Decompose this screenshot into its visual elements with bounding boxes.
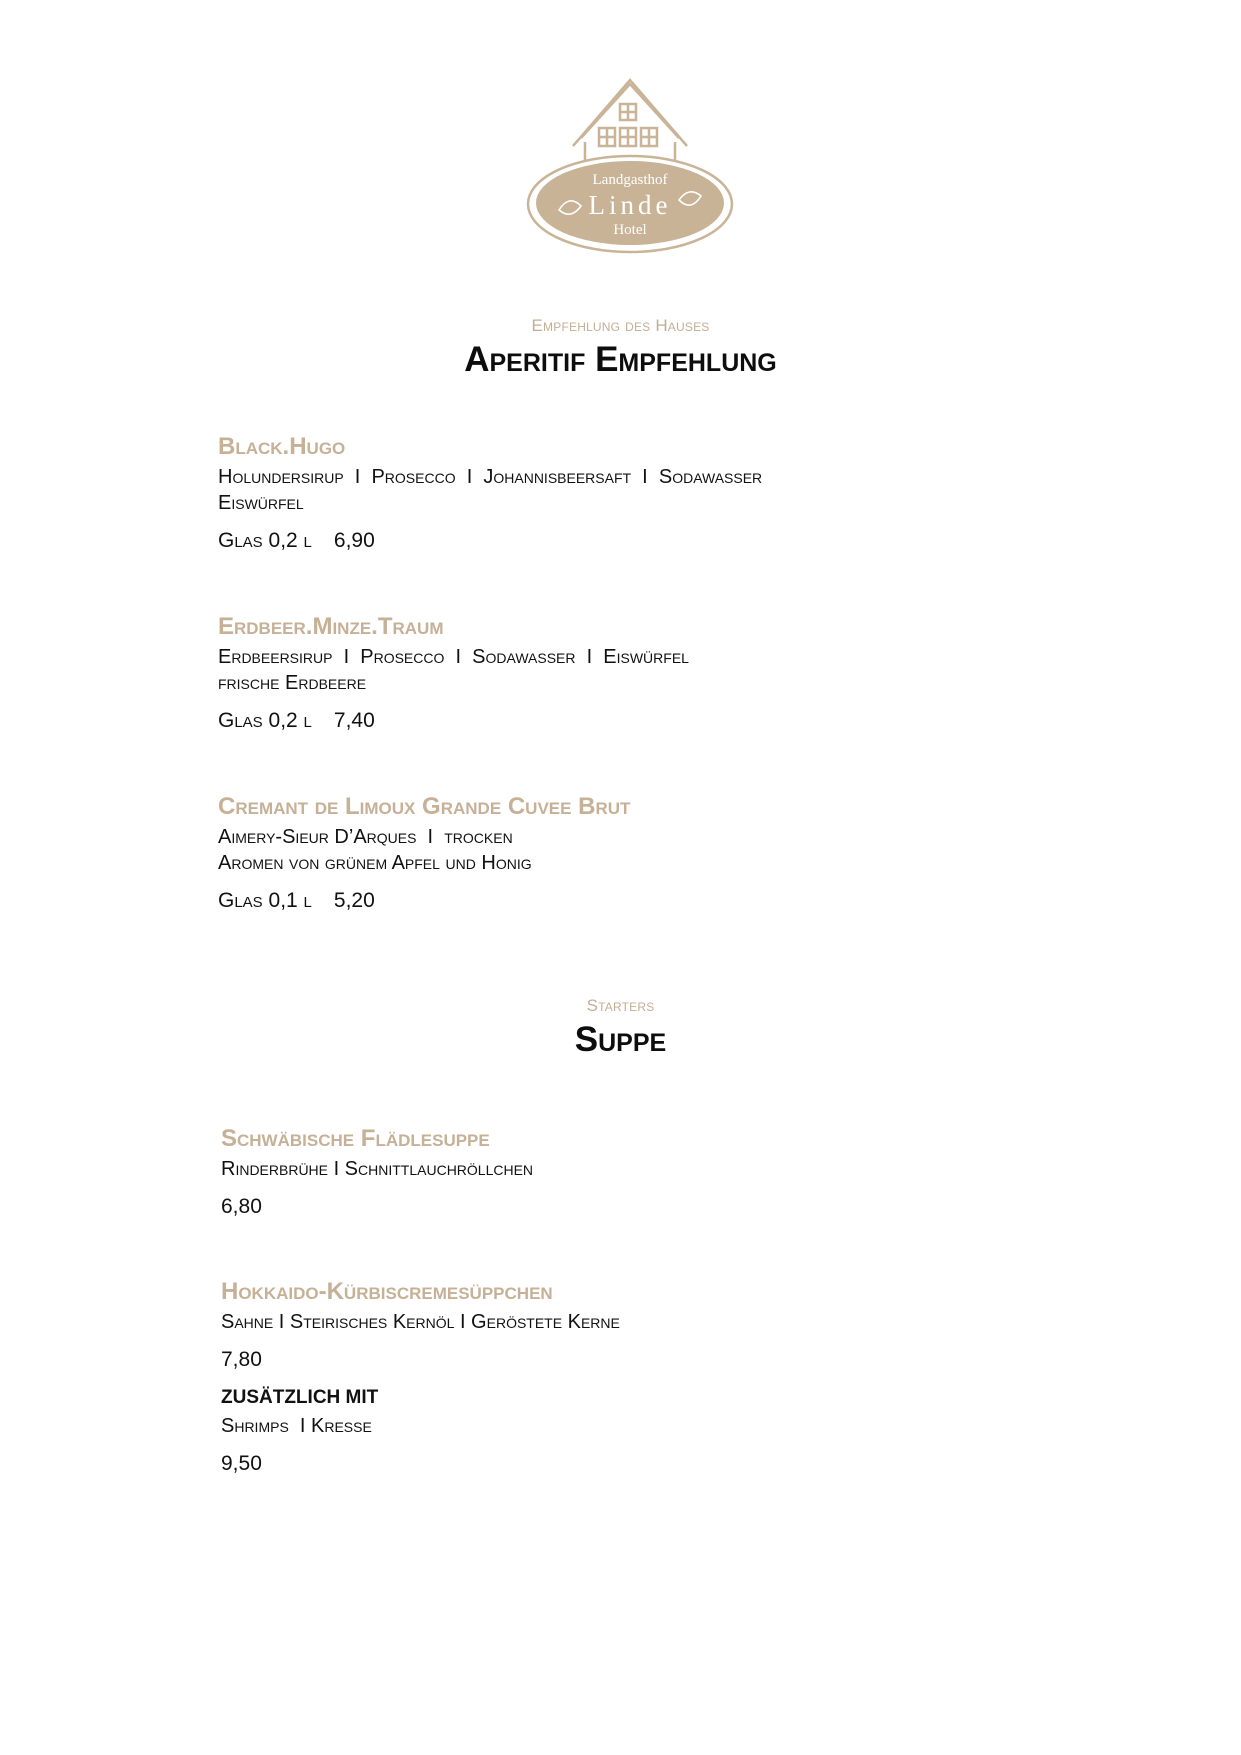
- item-price: 7,80: [221, 1348, 262, 1371]
- item-serving: Glas 0,1 l: [218, 889, 312, 912]
- logo-top-text: Landgasthof: [592, 172, 668, 188]
- item-serving: Glas 0,2 l: [218, 709, 312, 732]
- item-price: 7,40: [333, 709, 375, 732]
- logo-main-text: Linde: [588, 190, 672, 220]
- item-name: Schwäbische Flädlesuppe: [221, 1125, 490, 1152]
- item-description-line: frische Erdbeere: [218, 672, 367, 694]
- suppe-kicker: Starters: [586, 996, 655, 1015]
- item-description-line: Aromen von grünem Apfel und Honig: [218, 852, 532, 874]
- item-description-line: Aimery-Sieur D’Arques I trocken: [218, 826, 513, 848]
- menu-item: [218, 432, 978, 554]
- item-description: Rinderbrühe I Schnittlauchröllchen: [221, 1158, 534, 1180]
- item-name: Erdbeer.Minze.Traum: [218, 613, 444, 640]
- suppe-header: [0, 996, 1241, 1060]
- item-price-row: [218, 528, 978, 554]
- item-description-line: Eiswürfel: [218, 492, 304, 514]
- menu-item: [221, 1277, 981, 1477]
- item-extra-description: Shrimps I Kresse: [221, 1415, 372, 1437]
- logo-bottom-text: Hotel: [613, 222, 647, 238]
- item-price-row: [218, 708, 978, 734]
- aperitif-header: [0, 316, 1241, 380]
- item-extra-price: 9,50: [221, 1452, 262, 1475]
- menu-item: [221, 1124, 981, 1220]
- hotel-logo: [525, 76, 735, 254]
- item-description-line: Erdbeersirup I Prosecco I Sodawasser I Eiswürfel: [218, 646, 689, 668]
- item-extra-label: ZUSÄTZLICH MIT: [221, 1387, 379, 1408]
- item-description-line: Holundersirup I Prosecco I Johannisbeersaft I Sodawasser: [218, 466, 763, 488]
- aperitif-kicker: Empfehlung des Hauses: [531, 316, 710, 335]
- item-name: Cremant de Limoux Grande Cuvee Brut: [218, 793, 631, 820]
- item-price: 6,90: [333, 529, 375, 552]
- item-name: Black.Hugo: [218, 433, 346, 460]
- menu-item: [218, 792, 978, 914]
- item-price: 6,80: [221, 1195, 262, 1218]
- item-serving: Glas 0,2 l: [218, 529, 312, 552]
- item-price: 5,20: [333, 889, 375, 912]
- suppe-title: Suppe: [574, 1020, 667, 1059]
- aperitif-title: Aperitif Empfehlung: [464, 340, 777, 379]
- menu-item: [218, 612, 978, 734]
- item-price-row: [218, 888, 978, 914]
- item-description: Sahne I Steirisches Kernöl I Geröstete Kerne: [221, 1311, 620, 1333]
- item-name: Hokkaido-Kürbiscremesüppchen: [221, 1278, 553, 1305]
